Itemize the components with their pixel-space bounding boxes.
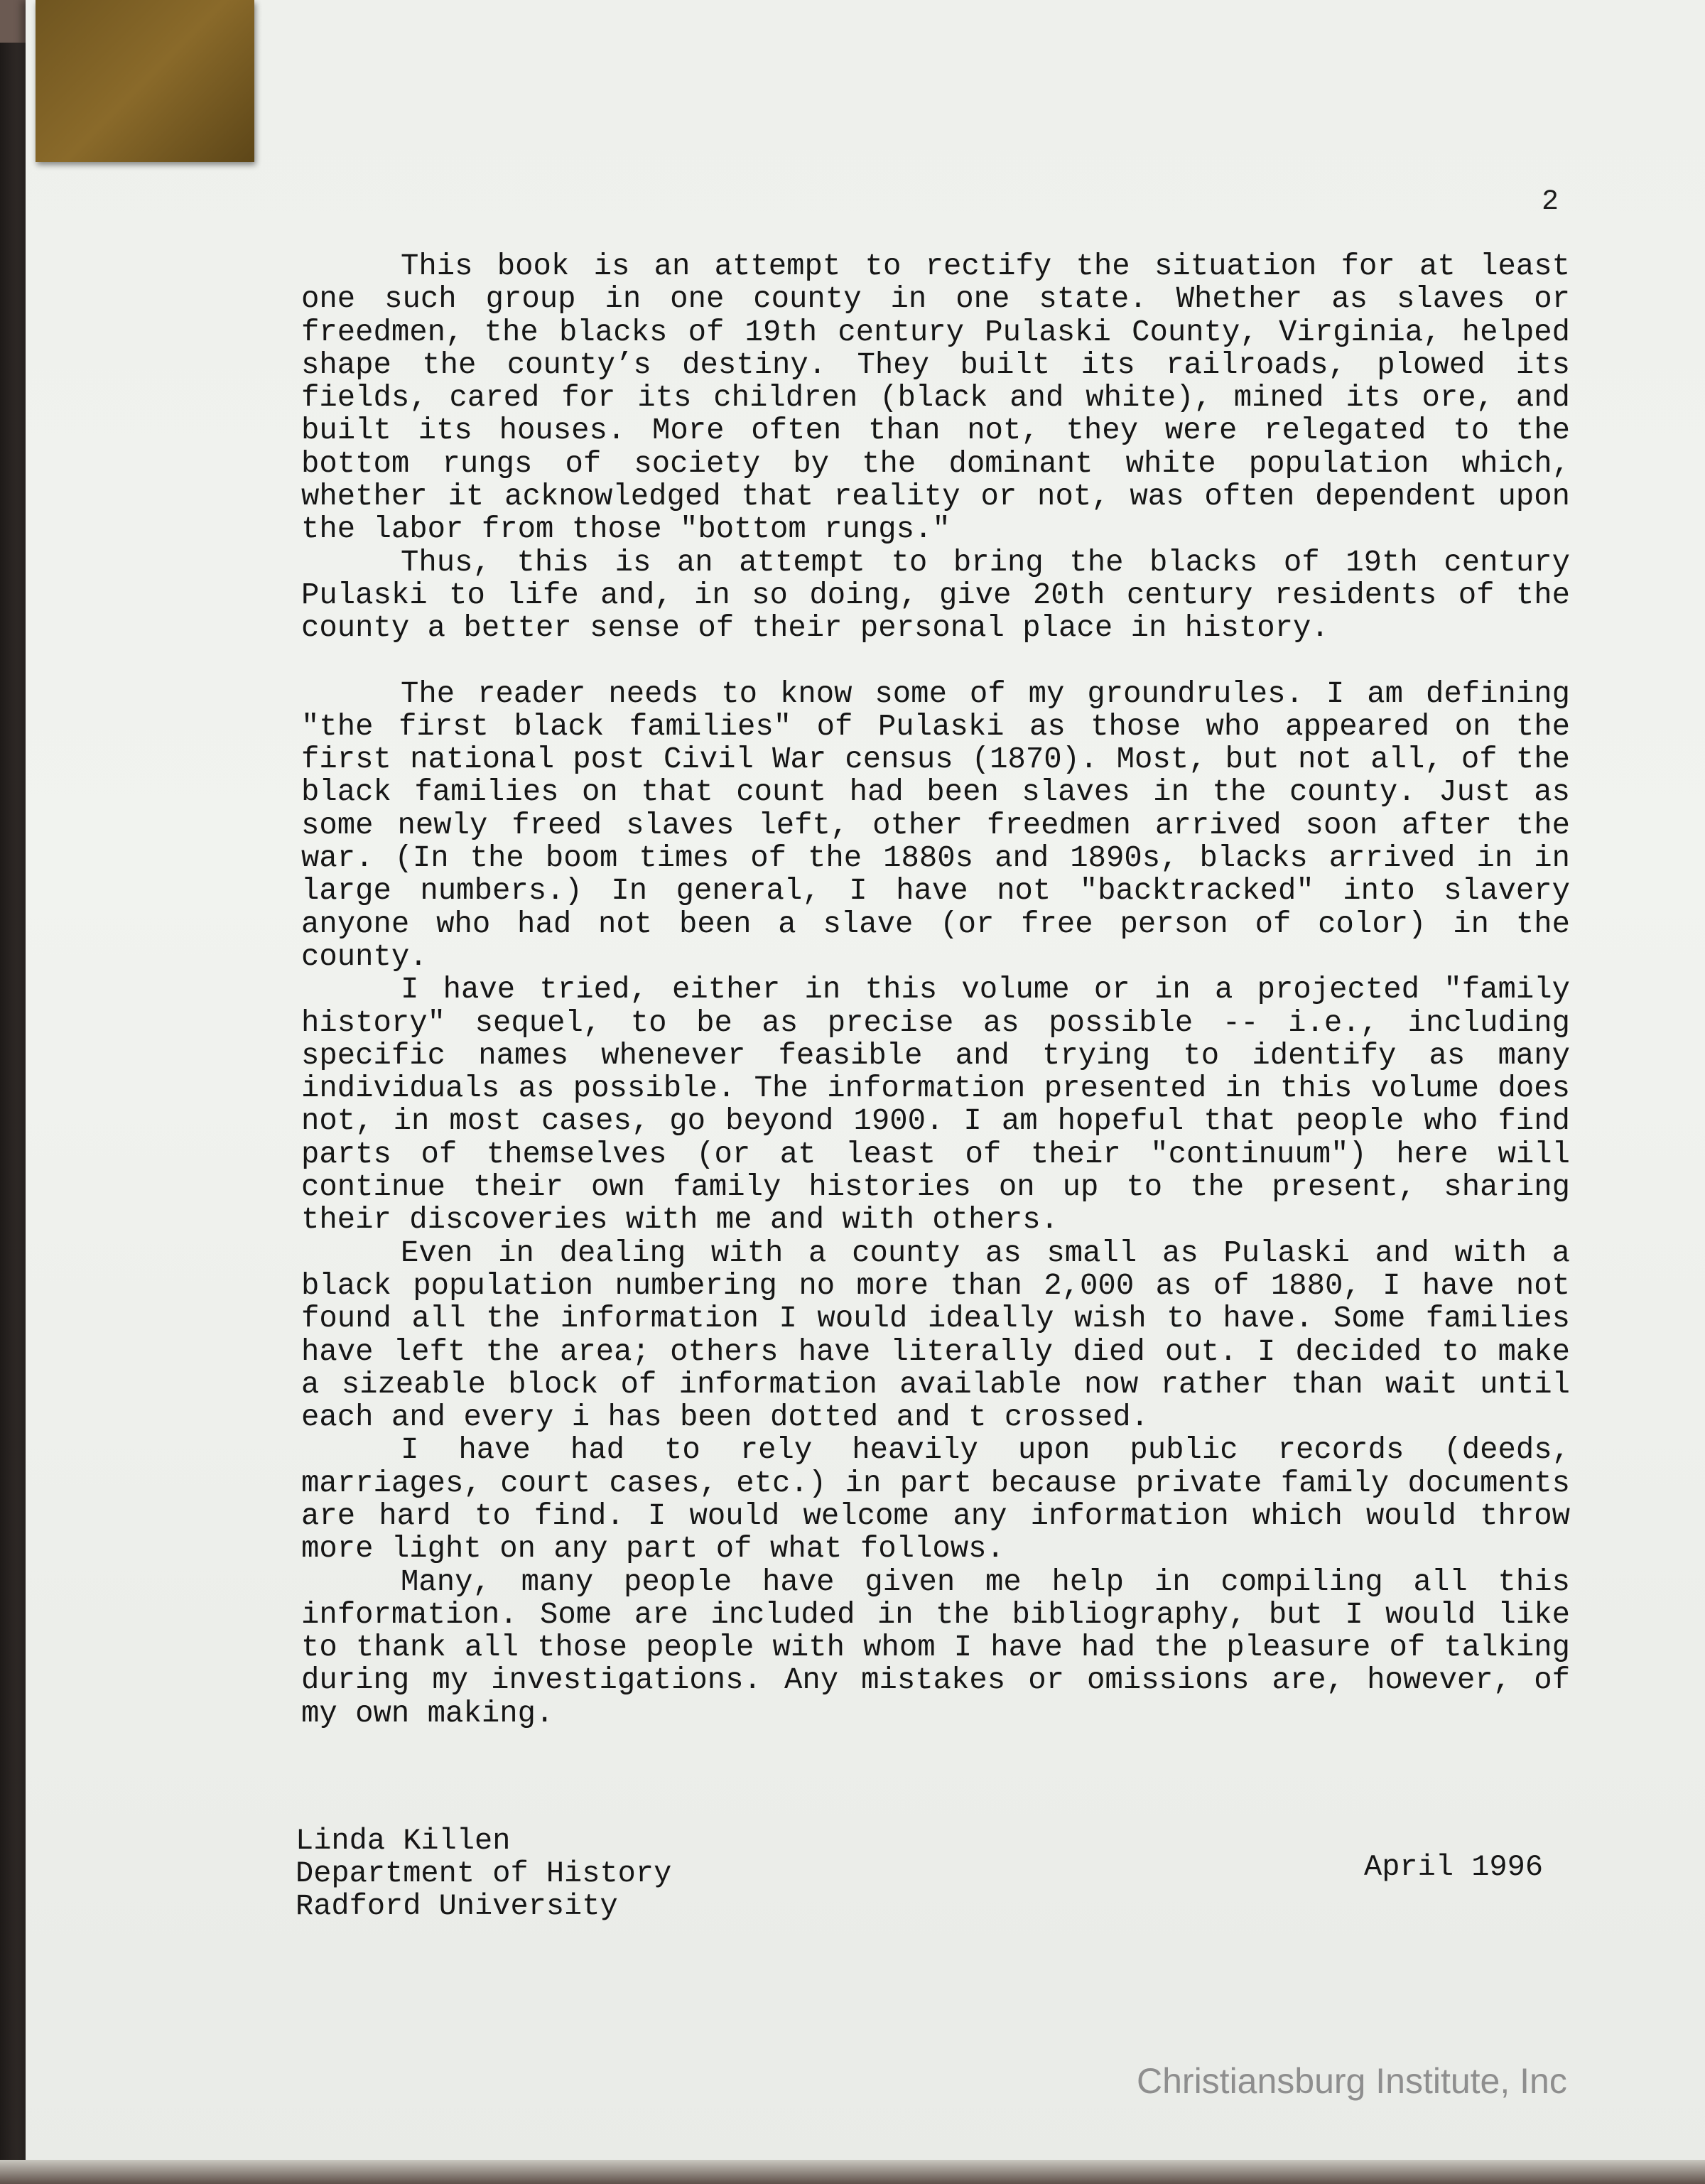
watermark-text: Christiansburg Institute, Inc xyxy=(1137,2061,1567,2101)
author-institution: Radford University xyxy=(296,1889,618,1923)
paragraph-3: The reader needs to know some of my groundrules. I am defining "the first black families" of Pulaski as those who appeared on the first national post Civil War census (1870). Most, but not all, of the black families on that count had been slaves in the county. Just as some newly freed slaves left, other freedmen arrived soon after the war. (In the boom times of the 1880s and 1890s, blacks arrived in in large numbers.) In general, I have not "backtracked" into slavery anyone who had not been a slave (or free person of color) in the county. xyxy=(301,676,1570,974)
document-date: April 1996 xyxy=(1364,1850,1544,1884)
author-department: Department of History xyxy=(296,1856,672,1891)
paragraph-1: This book is an attempt to rectify the situation for at least one such group in one county in one state. Whether as slaves or freedmen, the blacks of 19th century Pulaski County, Virginia, helped shape the county’s destiny. They built its railroads, plowed its fields, cared for its children (black and white), mined its ore, and built its houses. More often than not, they were relegated to the bottom rungs of society by the dominant white population which, whether it acknowledged that reality or not, was often dependent upon the labor from those "bottom rungs." xyxy=(301,249,1570,547)
page-bottom-edge xyxy=(0,2160,1705,2184)
binder-edge xyxy=(0,43,28,2184)
author-name: Linda Killen xyxy=(296,1824,511,1858)
page-number: 2 xyxy=(1542,186,1559,218)
paragraph-6: I have had to rely heavily upon public records (deeds, marriages, court cases, etc.) in part because private family documents are hard to find. I would welcome any information which would throw more light on any part of what follows. xyxy=(301,1433,1570,1567)
signature-block xyxy=(296,1824,671,1923)
paragraph-5: Even in dealing with a county as small as Pulaski and with a black population numbering no more than 2,000 as of 1880, I have not found all the information I would ideally wish to have. Some families have left the area; others have literally died out. I decided to make a sizeable block of information available now rather than wait until each and every i has been dotted and t crossed. xyxy=(301,1236,1570,1435)
paragraph-7: Many, many people have given me help in compiling all this information. Some are included in the bibliography, but I would like to thank all those people with whom I have had the pleasure of talking during my investigations. Any mistakes or omissions are, however, of my own making. xyxy=(301,1564,1570,1731)
binder-tab xyxy=(36,0,254,162)
preface-body xyxy=(301,250,1570,1730)
paragraph-4: I have tried, either in this volume or in a projected "family history" sequel, to be as precise as possible -- i.e., including specific names whenever feasible and trying to identify as many individuals as possible. The information presented in this volume does not, in most cases, go beyond 1900. I am hopeful that people who find parts of themselves (or at least of their "continuum") here will continue their own family histories on up to the present, sharing their discoveries with me and with others. xyxy=(301,973,1570,1238)
paragraph-2: Thus, this is an attempt to bring the blacks of 19th century Pulaski to life and, in so doing, give 20th century residents of the county a better sense of their personal place in history. xyxy=(301,545,1570,646)
